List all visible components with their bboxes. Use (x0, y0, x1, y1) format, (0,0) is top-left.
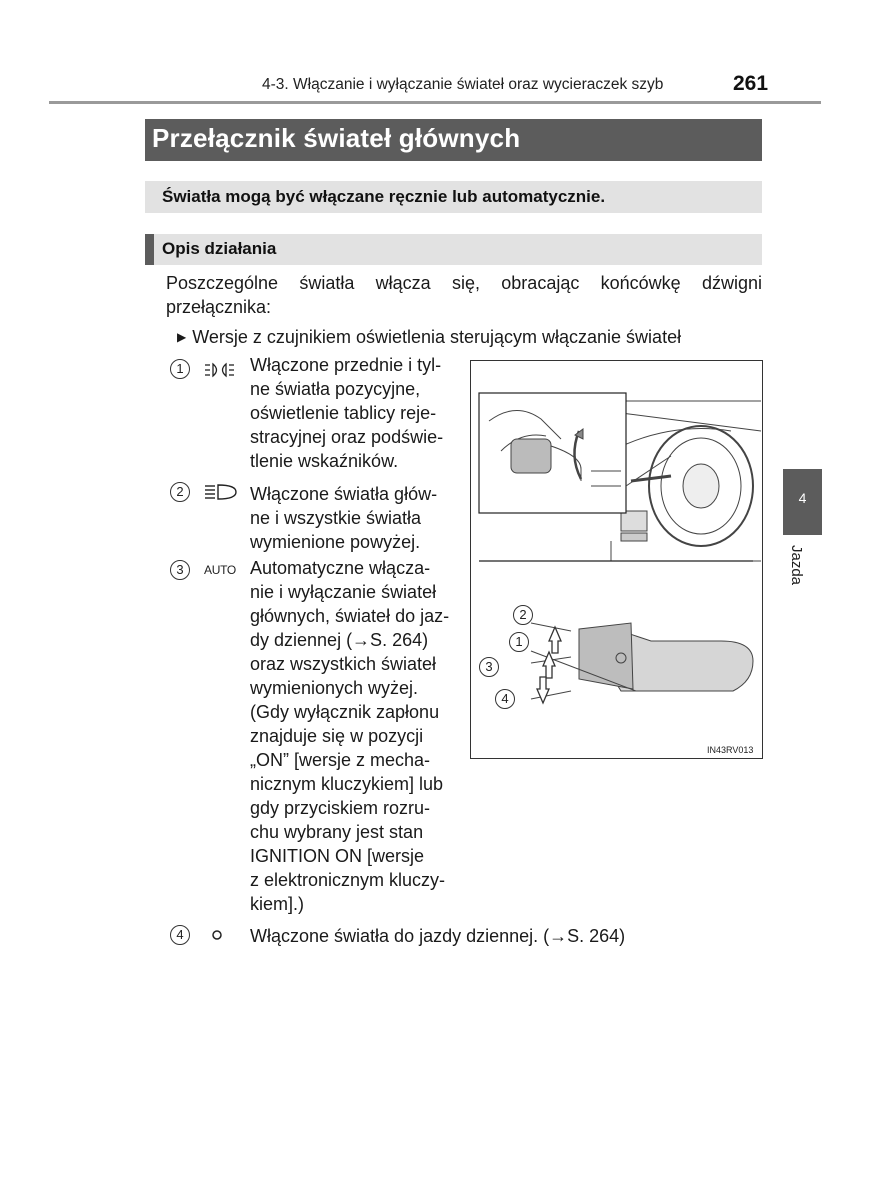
subsection-accent (145, 234, 154, 265)
auto-icon-label: AUTO (204, 563, 236, 577)
callout-3: 3 (479, 657, 499, 677)
running-title: 4-3. Włączanie i wyłączanie świateł oraz wycieraczek szyb (262, 76, 664, 93)
item-3-line: chu wybrany jest stan (250, 822, 424, 842)
item-number-1: 1 (170, 359, 190, 379)
item-1-line: stracyjnej oraz podświe- (250, 427, 444, 447)
item-3-line: znajduje się w pozycji (250, 726, 424, 746)
item-3-line: „ON” [wersje z mecha- (250, 750, 431, 770)
headlight-icon (204, 483, 238, 501)
intro-paragraph: Poszczególne światła włącza się, obracając końcówkę dźwigni przełącznika: (166, 273, 762, 317)
item-number-2: 2 (170, 482, 190, 502)
item-3-line: Automatyczne włącza- (250, 558, 431, 578)
item-number-4: 4 (170, 925, 190, 945)
item-3-line: nie i wyłączanie świateł (250, 582, 437, 602)
item-1-line: ne światła pozycyjne, (250, 379, 421, 399)
item-3-line: IGNITION ON [wersje (250, 846, 425, 866)
item-3-line: (Gdy wyłącznik zapłonu (250, 702, 440, 722)
subsection-title: Opis działania (162, 239, 277, 258)
item-3-line: kiem].) (250, 894, 304, 914)
lever-illustration (470, 360, 763, 759)
illustration-code: IN43RV013 (707, 745, 754, 755)
variant-text: Wersje z czujnikiem oświetlenia sterującym włączanie świateł (192, 327, 682, 347)
item-1-description (250, 353, 455, 473)
item-3-line: z elektronicznym kluczy- (250, 870, 446, 890)
item-3-line: nicznym kluczykiem] lub (250, 774, 444, 794)
drl-icon (211, 929, 223, 941)
item-1-line: tlenie wskaźników. (250, 451, 399, 471)
section-title: Przełącznik świateł głównych (152, 123, 521, 153)
bullet-triangle-icon: ▶ (177, 330, 187, 344)
item-2-description (250, 482, 455, 554)
item-2-line: ne i wszystkie światła (250, 508, 422, 528)
section-summary: Światła mogą być włączane ręcznie lub automatycznie. (162, 187, 606, 206)
item-3-line: głównych, świateł do jaz- (250, 606, 450, 626)
callout-2: 2 (513, 605, 533, 625)
chapter-number: 4 (798, 490, 807, 506)
item-2-line: Włączone światła głów- (250, 484, 438, 504)
item-2-line: wymienione powyżej. (250, 532, 421, 552)
item-3-line: wymienionych wyżej. (250, 678, 419, 698)
item-3-line: oraz wszystkich świateł (250, 654, 437, 674)
item-1-line: Włączone przednie i tyl- (250, 355, 442, 375)
position-lights-icon (204, 362, 236, 378)
item-3-description (250, 556, 455, 916)
item-3-line: gdy przyciskiem rozru- (250, 798, 431, 818)
item-4-description: Włączone światła do jazdy dziennej. (→S. 264) (250, 926, 626, 946)
chapter-label: Jazda (788, 545, 805, 586)
variant-note (177, 327, 681, 348)
page-number: 261 (733, 72, 769, 95)
item-3-line: dy dziennej (→S. 264) (250, 630, 429, 650)
item-1-line: oświetlenie tablicy reje- (250, 403, 437, 423)
callout-4: 4 (495, 689, 515, 709)
header-rule (49, 101, 821, 104)
callout-1: 1 (509, 632, 529, 652)
item-number-3: 3 (170, 560, 190, 580)
